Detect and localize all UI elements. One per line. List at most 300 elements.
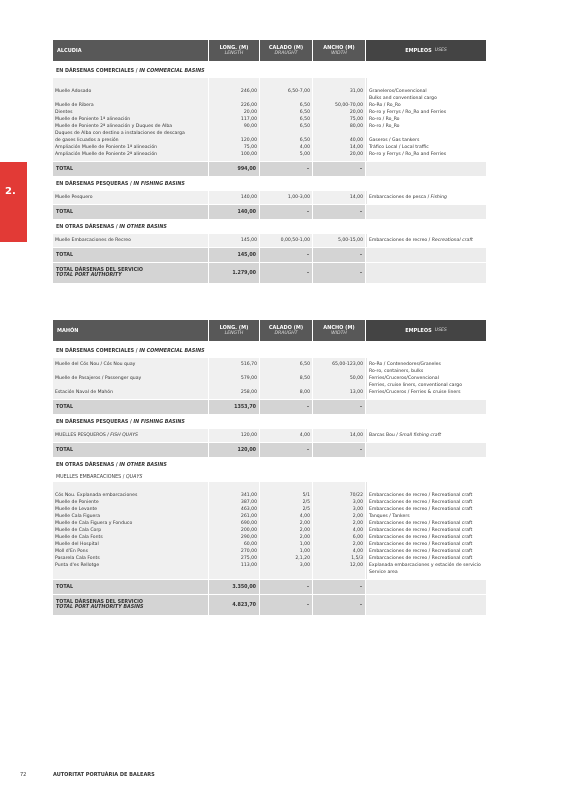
cell: Gaseros / Gas tankers — [369, 138, 420, 143]
cell-uses-text: Barcas Bou / — [369, 433, 400, 438]
column-names — [53, 482, 208, 579]
cell: 1,00 — [299, 542, 310, 547]
total-label-text: TOTAL DÁRSENAS DEL SERVICIO — [56, 600, 143, 605]
cell — [211, 95, 257, 102]
section-label-en: IN OTHER BASINS — [119, 225, 167, 230]
section-label: EN DÁRSENAS PESQUERAS / — [56, 182, 134, 187]
total-label-text: TOTAL — [56, 252, 74, 258]
cell-name — [53, 234, 208, 247]
cell-uses-text: Embarcaciones de recreo / — [369, 238, 432, 243]
cell: 80,00 — [349, 124, 363, 129]
cell — [262, 382, 310, 389]
cell — [55, 569, 206, 576]
header-uses-label: EMPLEOS — [405, 327, 432, 334]
column-cal — [260, 78, 312, 161]
total-cal: - — [260, 400, 312, 414]
cell: Moll d'En Pons — [55, 549, 88, 554]
cell: Ro-ro / Ro_Ro — [369, 117, 400, 122]
cell: 4,00 — [299, 514, 310, 519]
cell: 5/1 — [302, 493, 310, 498]
header-port-name: MAHÓN — [53, 320, 208, 341]
cell — [211, 130, 257, 137]
header-anc-label-en: WIDTH — [331, 51, 347, 56]
cell: Muelle Adosado — [55, 89, 92, 94]
cell: Ro-Ro / Ro_Ro — [369, 103, 401, 108]
total-row — [53, 400, 519, 414]
total-label — [53, 580, 208, 594]
cell: Cós Nou. Explanada embarcaciones — [55, 493, 138, 498]
cell: Ro-ro / Ro_Ro — [369, 124, 400, 129]
cell: Muelle del Hospital — [55, 542, 99, 547]
section-label-en: IN FISHING BASINS — [133, 420, 185, 425]
header-anc-label: ANCHO (M) — [323, 45, 355, 51]
cell: Punta d'es Rellotge — [55, 563, 100, 568]
total-blank — [366, 580, 486, 594]
cell: 14,00 — [349, 145, 363, 150]
cell: 2,00 — [299, 521, 310, 526]
total-len: 140,00 — [209, 205, 259, 219]
cell — [55, 485, 206, 492]
subsection-heading — [53, 472, 519, 482]
total-label-text: TOTAL — [56, 209, 74, 215]
section-label: EN OTRAS DÁRSENAS / — [56, 225, 120, 230]
total-cal: - — [260, 580, 312, 594]
total-cal: - — [260, 595, 312, 615]
cell — [262, 81, 310, 88]
cell-uses — [366, 234, 486, 247]
cell — [211, 368, 257, 375]
total-label-text: TOTAL — [56, 166, 74, 172]
cell: Muelle del Cós Nou / Cós Nou quay — [55, 362, 136, 367]
cell: Embarcaciones de recreo / Recreational craft — [369, 556, 473, 561]
column-emp — [366, 78, 486, 161]
cell: 246,00 — [240, 89, 257, 94]
cell-uses-en: Small fishing craft — [399, 433, 441, 438]
cell: 120,00 — [240, 138, 257, 143]
section-heading — [53, 176, 519, 191]
cell-value: 4,00 — [299, 433, 310, 438]
cell: 31,00 — [349, 89, 363, 94]
data-row — [53, 234, 519, 247]
cell: 4,00 — [352, 528, 363, 533]
section-heading — [53, 63, 519, 78]
total-label-text: TOTAL DÁRSENAS DEL SERVICIO — [56, 268, 143, 273]
cell — [315, 485, 363, 492]
total-label — [53, 443, 208, 457]
total-label — [53, 263, 208, 283]
cell — [55, 95, 206, 102]
total-label — [53, 595, 208, 615]
cell — [262, 485, 310, 492]
cell: 2/5 — [302, 507, 310, 512]
cell: 463,00 — [240, 507, 257, 512]
cell — [315, 95, 363, 102]
cell: 200,00 — [240, 528, 257, 533]
header-cal-label-en: DRAUGHT — [274, 51, 298, 56]
total-label-text: TOTAL — [56, 447, 74, 453]
cell-value: 1,00-3,00 — [287, 195, 310, 200]
cell: 2,00 — [299, 535, 310, 540]
cell — [369, 81, 484, 88]
cell: 6,50 — [299, 138, 310, 143]
cell: Ro-ro, containers, bulks — [369, 369, 424, 374]
cell: 65,00-123,00 — [332, 362, 363, 367]
cell — [211, 485, 257, 492]
cell: Muelle de Cala Corp — [55, 528, 102, 533]
total-row — [53, 263, 519, 283]
chapter-number: 2. — [5, 186, 16, 197]
total-cal: - — [260, 443, 312, 457]
cell-value: 14,00 — [349, 195, 363, 200]
cell: Pasarela Cala Fonts — [55, 556, 100, 561]
total-label — [53, 248, 208, 262]
total-label-text: TOTAL — [56, 584, 74, 590]
cell-anc — [313, 429, 365, 442]
cell: 3,00 — [352, 507, 363, 512]
cell: Bulks and conventional cargo — [369, 96, 437, 101]
cell: Tanques / Tankers — [369, 514, 410, 519]
cell: Embarcaciones de recreo / Recreational craft — [369, 500, 473, 505]
header-anc — [313, 40, 365, 61]
cell: Embarcaciones de recreo / Recreational craft — [369, 549, 473, 554]
cell: 2,00 — [352, 542, 363, 547]
section-label-en: IN COMMERCIAL BASINS — [139, 349, 205, 354]
column-len — [209, 78, 259, 161]
total-row — [53, 580, 519, 594]
section-label: EN OTRAS DÁRSENAS / — [56, 463, 120, 468]
cell: Muelle de Levante — [55, 507, 98, 512]
cell-name — [53, 191, 208, 204]
total-anc: - — [313, 263, 365, 283]
cell: 12,00 — [349, 563, 363, 568]
column-cal — [260, 358, 312, 399]
total-row — [53, 443, 519, 457]
cell: 2/5 — [302, 500, 310, 505]
cell: 2,1,20 — [295, 556, 310, 561]
cell-value: 120,00 — [240, 433, 257, 438]
column-emp — [366, 358, 486, 399]
cell: 261,00 — [240, 514, 257, 519]
cell-name-text: Muelle Pesquero — [55, 195, 93, 200]
cell: 275,00 — [240, 556, 257, 561]
column-anc — [313, 78, 365, 161]
total-cal: - — [260, 162, 312, 176]
header-uses — [366, 320, 486, 341]
total-len: 4.823,70 — [209, 595, 259, 615]
cell: 6,50 — [299, 110, 310, 115]
cell: 1,00 — [299, 549, 310, 554]
cell: Service area — [369, 570, 398, 575]
column-cal — [260, 482, 312, 579]
cell: Embarcaciones de recreo / Recreational craft — [369, 542, 473, 547]
header-long — [209, 40, 259, 61]
name-row — [55, 237, 206, 244]
cell: 90,00 — [243, 124, 257, 129]
cell-value: 14,00 — [349, 433, 363, 438]
cell: Dientes — [55, 110, 73, 115]
section-label-en: IN COMMERCIAL BASINS — [139, 69, 205, 74]
cell: Explanada embarcaciones y estación de servicio — [369, 563, 481, 568]
cell: 341,00 — [240, 493, 257, 498]
cell: de gases licuados a presión — [55, 138, 119, 143]
header-cal-label-en: DRAUGHT — [274, 331, 298, 336]
cell: Ro-ro y Ferrys / Ro_Ro and Ferries — [369, 110, 447, 115]
cell — [55, 81, 206, 88]
cell: 6,50 — [299, 117, 310, 122]
cell: 113,00 — [240, 563, 257, 568]
total-len: 120,00 — [209, 443, 259, 457]
cell: 258,00 — [240, 390, 257, 395]
cell: 6,50 — [299, 103, 310, 108]
cell: 20,00 — [349, 110, 363, 115]
section-label: EN DÁRSENAS COMERCIALES / — [56, 69, 140, 74]
cell-uses — [366, 429, 486, 442]
cell: Embarcaciones de recreo / Recreational craft — [369, 507, 473, 512]
cell-value: 0,00,50-1,00 — [280, 238, 310, 243]
total-len: 1353,70 — [209, 400, 259, 414]
cell-value: 145,00 — [240, 238, 257, 243]
cell-anc — [313, 191, 365, 204]
total-label — [53, 205, 208, 219]
column-len — [209, 482, 259, 579]
cell-cal — [260, 191, 312, 204]
cell — [369, 485, 484, 492]
cell: 270,00 — [240, 549, 257, 554]
name-row — [55, 194, 206, 201]
header-port-name: ALCUDIA — [53, 40, 208, 61]
cell: 6,50 — [299, 362, 310, 367]
cell: Muelle de Cala Fonts — [55, 535, 103, 540]
cell — [211, 81, 257, 88]
cell: 2,00 — [352, 521, 363, 526]
cell-name-en: FISH QUAYS — [110, 433, 138, 438]
cell: 6,50-7,00 — [287, 89, 310, 94]
total-blank — [366, 263, 486, 283]
cell: Muelle de Ribera — [55, 103, 94, 108]
cell: Ferries, cruise liners, conventional cargo — [369, 383, 463, 388]
header-anc-label: ANCHO (M) — [323, 325, 355, 331]
cell: 5,00 — [299, 152, 310, 157]
section-label-en: IN FISHING BASINS — [133, 182, 185, 187]
cell: Ampliación Muelle de Poniente 2ª alineación — [55, 152, 158, 157]
cell: 117,00 — [240, 117, 257, 122]
cell: Graneleros/Convencional — [369, 89, 427, 94]
total-len: 3.350,00 — [209, 580, 259, 594]
page-number: 72 — [20, 772, 27, 778]
header-cal-label: CALADO (M) — [268, 45, 304, 51]
cell-cal — [260, 429, 312, 442]
cell: 387,00 — [240, 500, 257, 505]
cell: 8,00 — [299, 390, 310, 395]
cell: 1,5/3 — [351, 556, 363, 561]
total-label-en: TOTAL PORT AUTHORITY BASINS — [56, 605, 144, 610]
header-cal-label: CALADO (M) — [268, 325, 304, 331]
cell: 4,00 — [352, 549, 363, 554]
cell: 4,00 — [299, 145, 310, 150]
cell-anc — [313, 234, 365, 247]
total-blank — [366, 400, 486, 414]
total-blank — [366, 443, 486, 457]
cell: Ferries/Cruceros/Convencional — [369, 376, 439, 381]
cell: Estación Naval de Mahón — [55, 390, 114, 395]
footer-org: AUTORITAT PORTUÀRIA DE BALEARS — [53, 772, 155, 778]
cell: 40,00 — [349, 138, 363, 143]
cell: Embarcaciones de recreo / Recreational craft — [369, 521, 473, 526]
subsection-label-en: QUAYS — [125, 475, 143, 480]
cell: Muelle de Poniente 2ª alineación y Duques de Alba — [55, 124, 173, 129]
header-uses-label-en: USES — [434, 48, 447, 53]
header-uses-label-en: USES — [434, 328, 447, 333]
cell: 516,70 — [240, 362, 257, 367]
cell-cal — [260, 234, 312, 247]
header-long — [209, 320, 259, 341]
total-cal: - — [260, 205, 312, 219]
total-blank — [366, 248, 486, 262]
data-block — [53, 482, 519, 579]
header-long-label-en: LENGTH — [224, 331, 244, 336]
cell: 20,00 — [349, 152, 363, 157]
section-label-en: IN OTHER BASINS — [119, 463, 167, 468]
total-anc: - — [313, 400, 365, 414]
total-label — [53, 162, 208, 176]
cell: 2,00 — [352, 514, 363, 519]
cell — [55, 368, 206, 375]
alcudia-table — [53, 40, 519, 283]
section-label: EN DÁRSENAS COMERCIALES / — [56, 349, 140, 354]
cell — [55, 382, 206, 389]
cell — [369, 130, 484, 137]
column-emp — [366, 482, 486, 579]
cell: Embarcaciones de recreo / Recreational craft — [369, 493, 473, 498]
section-heading — [53, 414, 519, 429]
header-long-label: LONG. (M) — [219, 325, 249, 331]
cell — [262, 95, 310, 102]
cell: 8,50 — [299, 376, 310, 381]
cell: 60,00 — [243, 542, 257, 547]
cell-len — [209, 234, 259, 247]
cell: Tráfico Local / Local traffic — [369, 145, 429, 150]
cell-len — [209, 191, 259, 204]
cell-uses — [366, 191, 486, 204]
column-names — [53, 78, 208, 161]
cell: 290,00 — [240, 535, 257, 540]
cell — [315, 81, 363, 88]
cell: 3,00 — [352, 500, 363, 505]
total-blank — [366, 595, 486, 615]
cell: 20,00 — [243, 110, 257, 115]
data-row — [53, 191, 519, 204]
cell: 3,00 — [299, 563, 310, 568]
cell-uses-en: Recreational craft — [431, 238, 473, 243]
total-row — [53, 248, 519, 262]
total-blank — [366, 205, 486, 219]
cell-value: 140,00 — [240, 195, 257, 200]
total-anc: - — [313, 443, 365, 457]
chapter-tab — [0, 162, 27, 242]
header-long-label-en: LENGTH — [224, 51, 244, 56]
total-cal: - — [260, 248, 312, 262]
cell — [262, 368, 310, 375]
cell: 100,00 — [240, 152, 257, 157]
total-anc: - — [313, 580, 365, 594]
data-block — [53, 78, 519, 161]
column-anc — [313, 482, 365, 579]
data-row — [53, 429, 519, 442]
table-header — [53, 320, 519, 341]
cell — [315, 569, 363, 576]
cell: 2,00 — [299, 528, 310, 533]
cell-uses-en: Fishing — [430, 195, 447, 200]
total-label-en: TOTAL PORT AUTHORITY — [56, 273, 122, 278]
cell — [315, 130, 363, 137]
cell: 75,00 — [243, 145, 257, 150]
cell: 690,00 — [240, 521, 257, 526]
cell: 50,00 — [349, 376, 363, 381]
cell — [315, 368, 363, 375]
section-label: EN DÁRSENAS PESQUERAS / — [56, 420, 134, 425]
name-row — [55, 432, 206, 439]
cell: 6,00 — [352, 535, 363, 540]
header-uses-label: EMPLEOS — [405, 47, 432, 54]
total-anc: - — [313, 162, 365, 176]
cell — [262, 130, 310, 137]
cell — [262, 569, 310, 576]
total-anc: - — [313, 595, 365, 615]
total-row — [53, 595, 519, 615]
cell: Muelle de Poniente — [55, 500, 99, 505]
cell: Ferries/Cruceros / Ferries & cruise liners — [369, 390, 461, 395]
total-label — [53, 400, 208, 414]
cell: Muelle de Poniente 1ª alineación — [55, 117, 131, 122]
cell-name — [53, 429, 208, 442]
total-anc: - — [313, 205, 365, 219]
total-len: 1.279,00 — [209, 263, 259, 283]
total-cal: - — [260, 263, 312, 283]
cell: Ro-Ro / Contenedores/Graneles — [369, 362, 441, 367]
cell: Muelle Cala Figuera — [55, 514, 101, 519]
cell: 70/22 — [349, 493, 363, 498]
cell: Muelle de Cala Figuera y Fonduco — [55, 521, 133, 526]
cell: 75,00 — [349, 117, 363, 122]
cell: Ampliación Muelle de Poniente 1ª alineación — [55, 145, 158, 150]
header-anc-label-en: WIDTH — [331, 331, 347, 336]
cell-name-text: Muelle Embarcaciones de Recreo — [55, 238, 131, 243]
table-header — [53, 40, 519, 61]
cell: Embarcaciones de recreo / Recreational craft — [369, 528, 473, 533]
cell: Embarcaciones de recreo / Recreational craft — [369, 535, 473, 540]
column-names — [53, 358, 208, 399]
cell: 50,00-70,00 — [335, 103, 363, 108]
header-long-label: LONG. (M) — [219, 45, 249, 51]
cell: Duques de Alba con destino a instalaciones de descarga — [55, 131, 185, 136]
header-uses — [366, 40, 486, 61]
total-row — [53, 205, 519, 219]
total-row — [53, 162, 519, 176]
cell-uses-text: Embarcaciones de pesca / — [369, 195, 431, 200]
total-len: 145,00 — [209, 248, 259, 262]
cell-name-text: MUELLES PESQUEROS / — [55, 433, 111, 438]
cell: 579,00 — [240, 376, 257, 381]
total-anc: - — [313, 248, 365, 262]
uses-row — [369, 237, 484, 244]
total-label-text: TOTAL — [56, 404, 74, 410]
cell-value: 5,00-15,00 — [337, 238, 363, 243]
cell: 6,50 — [299, 124, 310, 129]
total-blank — [366, 162, 486, 176]
mahon-table — [53, 320, 519, 615]
uses-row — [369, 194, 484, 201]
section-heading — [53, 343, 519, 358]
